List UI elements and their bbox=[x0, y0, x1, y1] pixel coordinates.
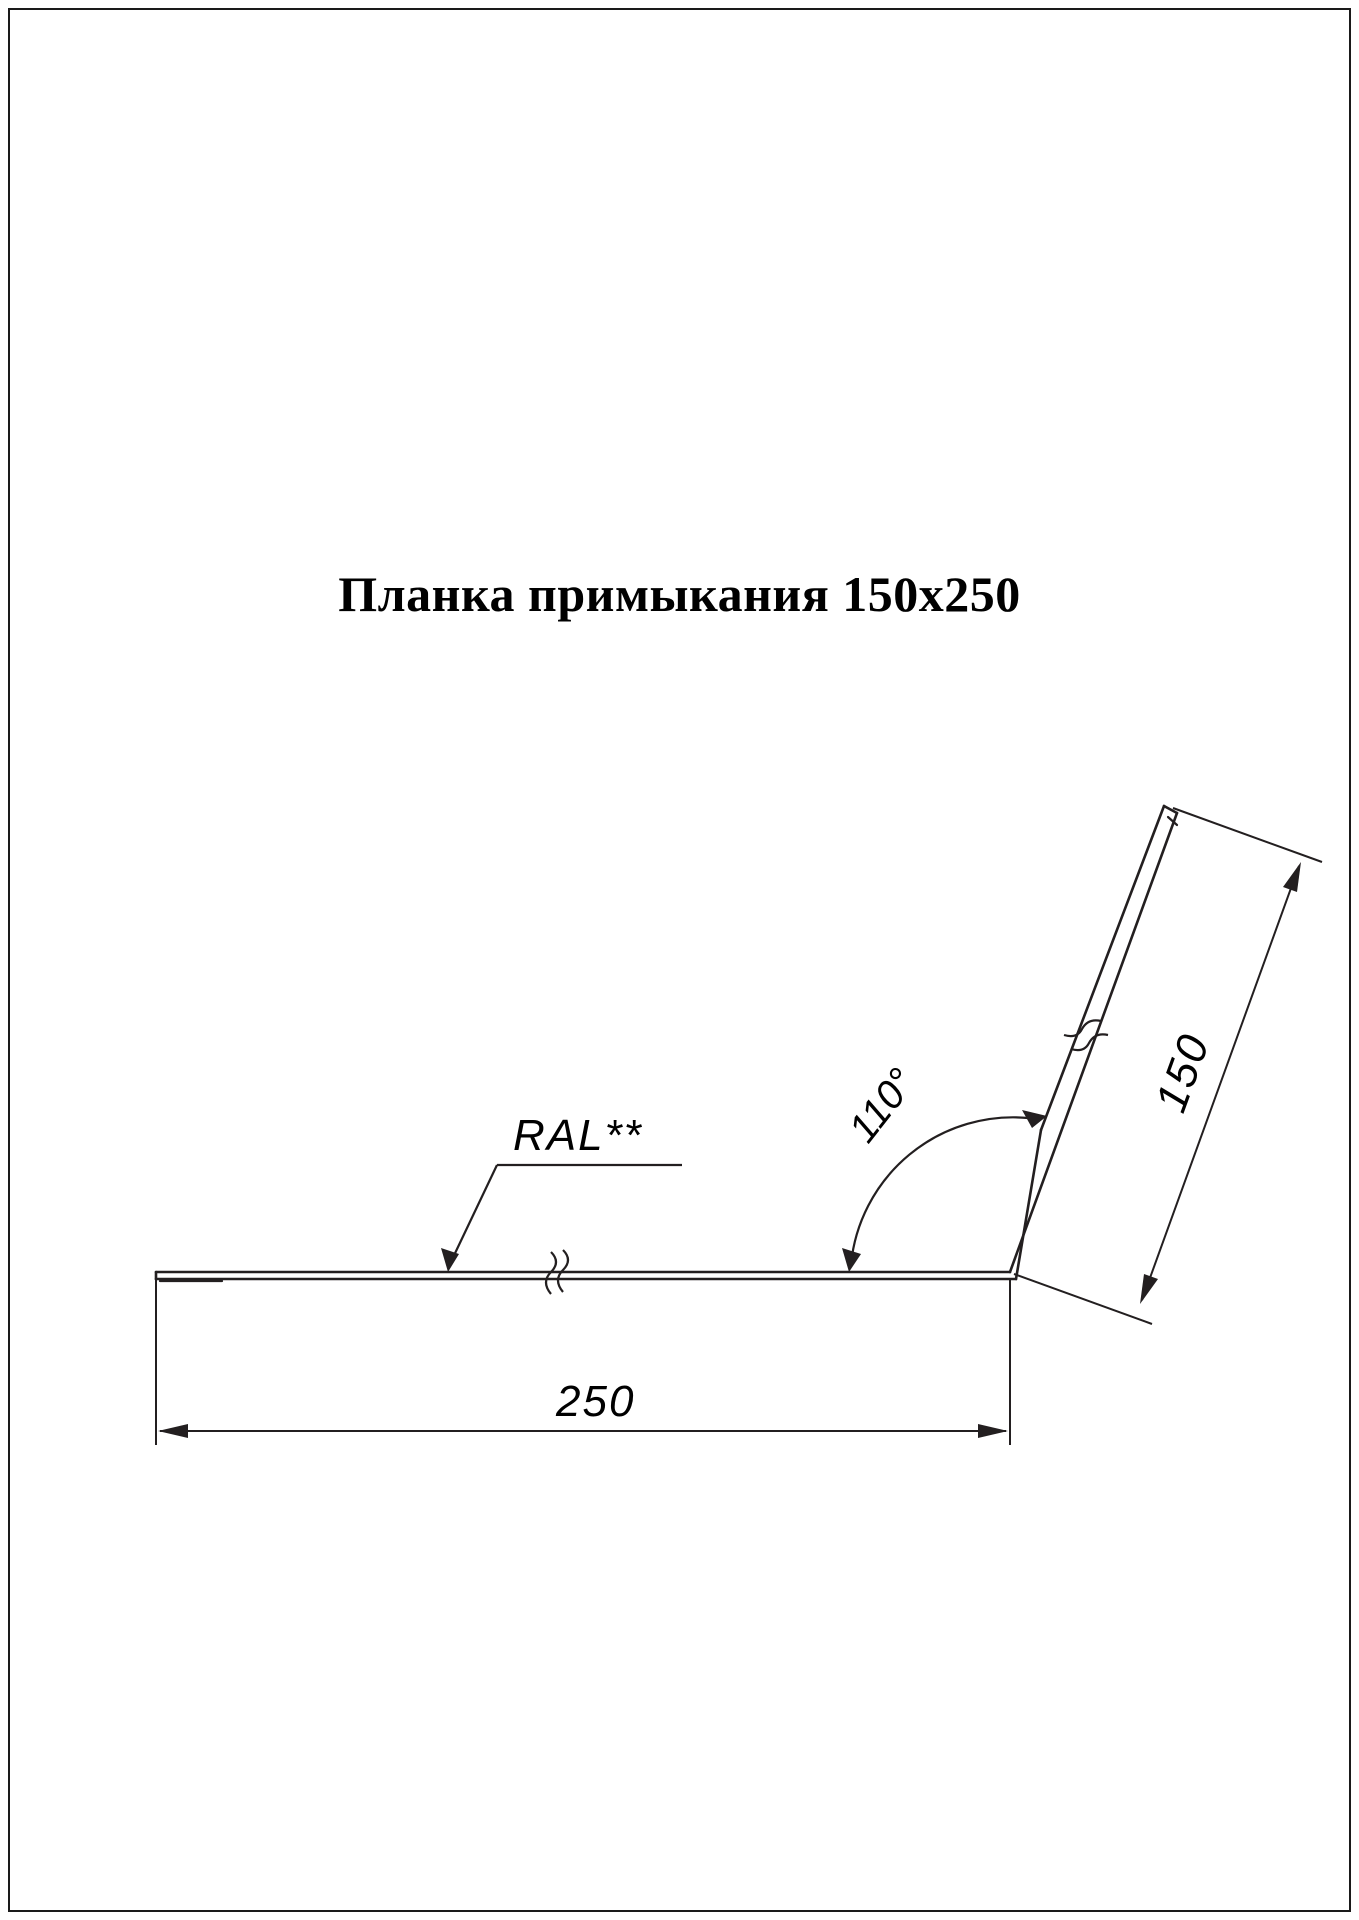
angle-arrowhead-lower bbox=[842, 1248, 861, 1272]
width-dimension-label: 250 bbox=[556, 1377, 636, 1426]
width-arrowhead-left bbox=[158, 1424, 188, 1438]
height-extension-bottom bbox=[1014, 1274, 1152, 1324]
part-outline bbox=[156, 806, 1177, 1281]
height-arrowhead-bottom bbox=[1140, 1274, 1158, 1304]
page-title: Планка примыкания 150х250 bbox=[338, 566, 1021, 622]
inclined-flange-right-edge bbox=[1010, 813, 1177, 1272]
bend-connector bbox=[1016, 1130, 1041, 1279]
ral-annotation bbox=[441, 1165, 682, 1272]
height-dimension-label: 150 bbox=[1146, 1027, 1220, 1119]
inclined-flange-left-edge bbox=[1041, 806, 1164, 1130]
angle-label: 110° bbox=[840, 1060, 925, 1151]
width-arrowhead-right bbox=[978, 1424, 1008, 1438]
ral-leader-line bbox=[448, 1165, 497, 1268]
height-extension-top bbox=[1173, 808, 1322, 862]
height-arrowhead-top bbox=[1283, 862, 1301, 892]
ral-label: RAL** bbox=[513, 1111, 643, 1160]
